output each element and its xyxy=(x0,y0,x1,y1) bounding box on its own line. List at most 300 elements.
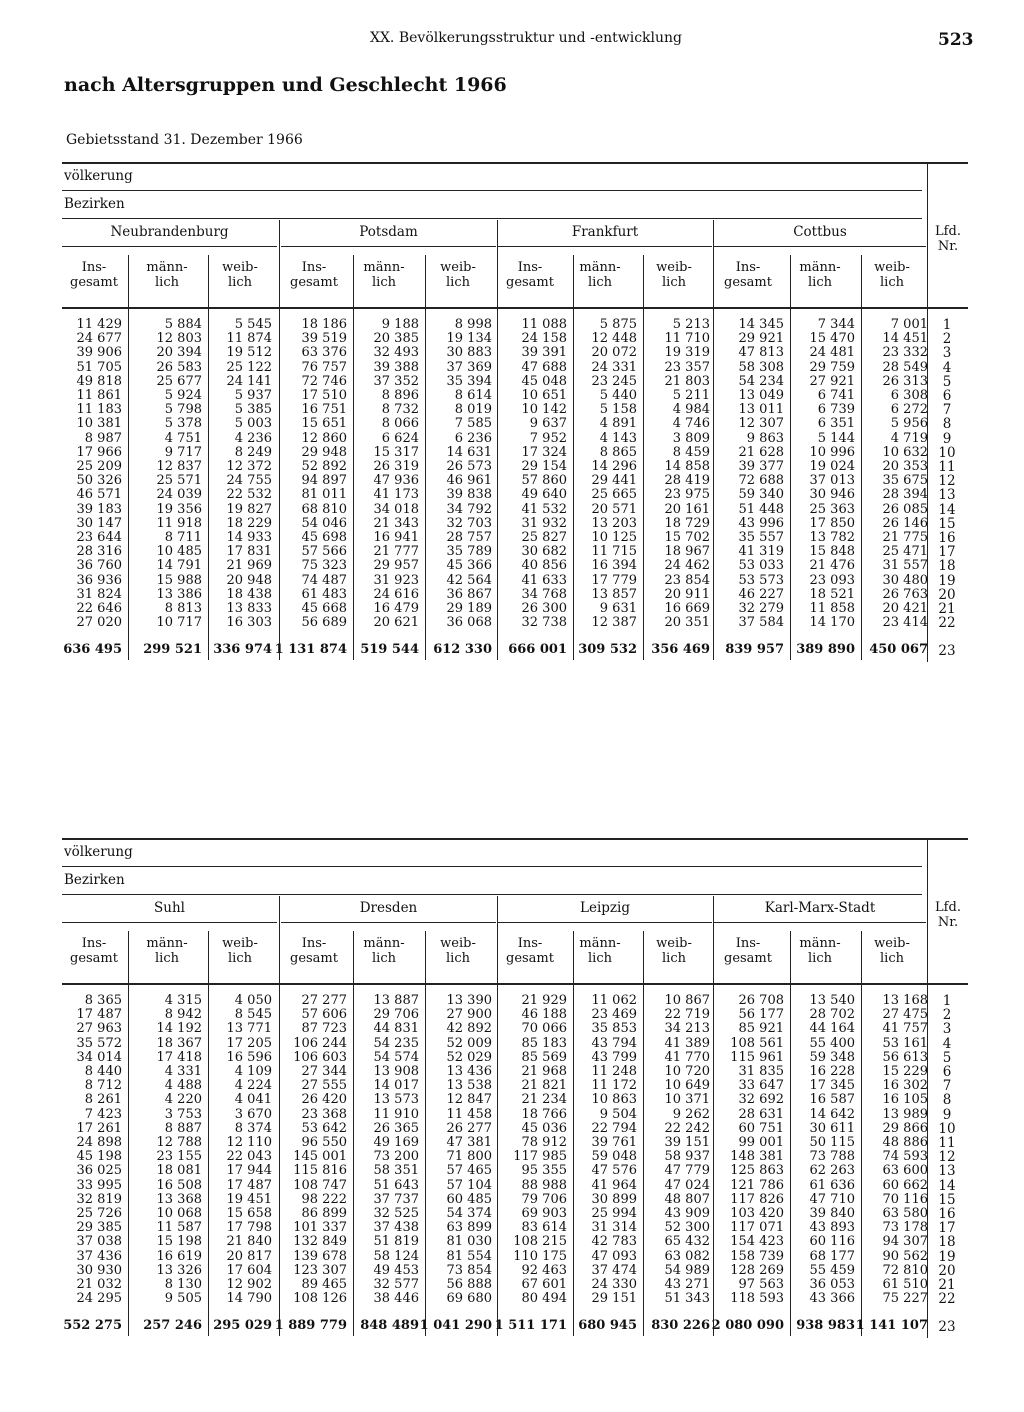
value-cell: 53 642 xyxy=(301,1120,347,1136)
value-cell: 28 316 xyxy=(76,544,122,560)
value-cell: 21 032 xyxy=(76,1277,122,1293)
value-cell: 13 540 xyxy=(809,993,855,1008)
value-cell: 7 423 xyxy=(84,1106,122,1122)
value-cell: 58 124 xyxy=(373,1248,419,1264)
value-cell: 39 391 xyxy=(521,345,567,361)
value-cell: 18 521 xyxy=(809,586,855,602)
value-cell: 46 227 xyxy=(738,586,784,602)
column-header-weiblich: weib- lich xyxy=(222,936,258,966)
value-cell: 17 487 xyxy=(226,1177,272,1193)
value-cell: 63 082 xyxy=(664,1248,710,1264)
value-cell: 55 459 xyxy=(809,1262,855,1278)
value-cell: 24 141 xyxy=(226,373,272,389)
value-cell: 9 717 xyxy=(164,444,202,460)
value-cell: 36 025 xyxy=(76,1163,122,1179)
value-cell: 41 964 xyxy=(591,1177,637,1193)
value-cell: 51 705 xyxy=(76,359,122,375)
value-column-maennlich xyxy=(341,318,419,630)
value-cell: 18 186 xyxy=(301,317,347,332)
value-cell: 37 737 xyxy=(373,1191,419,1207)
column-header-maennlich: männ- lich xyxy=(579,936,621,966)
value-cell: 43 366 xyxy=(809,1291,855,1307)
district-name: Frankfurt xyxy=(571,224,639,240)
value-cell: 13 908 xyxy=(373,1064,419,1080)
value-cell: 145 001 xyxy=(293,1149,347,1165)
value-cell: 10 717 xyxy=(156,615,202,631)
value-cell: 73 854 xyxy=(446,1262,492,1278)
value-cell: 32 819 xyxy=(76,1191,122,1207)
value-cell: 30 611 xyxy=(809,1120,855,1136)
value-cell: 61 483 xyxy=(301,586,347,602)
rule-bev xyxy=(62,866,922,867)
value-cell: 43 271 xyxy=(664,1277,710,1293)
column-header-maennlich: männ- lich xyxy=(363,936,405,966)
value-cell: 60 751 xyxy=(738,1120,784,1136)
value-cell: 21 968 xyxy=(521,1064,567,1080)
total-cell: 612 330 xyxy=(433,642,492,657)
value-cell: 25 363 xyxy=(809,501,855,517)
value-cell: 20 621 xyxy=(373,615,419,631)
value-cell: 16 105 xyxy=(882,1092,928,1108)
value-cell: 12 902 xyxy=(226,1277,272,1293)
value-cell: 11 910 xyxy=(373,1106,419,1122)
value-cell: 67 601 xyxy=(521,1277,567,1293)
value-cell: 8 459 xyxy=(672,444,710,460)
total-cell: 839 957 xyxy=(725,642,784,657)
value-cell: 10 651 xyxy=(521,388,567,404)
value-cell: 10 371 xyxy=(664,1092,710,1108)
value-cell: 59 048 xyxy=(591,1149,637,1165)
value-cell: 5 937 xyxy=(234,388,272,404)
value-cell: 45 698 xyxy=(301,530,347,546)
value-cell: 13 368 xyxy=(156,1191,202,1207)
value-cell: 5 884 xyxy=(164,317,202,332)
total-cell: 389 890 xyxy=(796,642,855,657)
value-cell: 46 571 xyxy=(76,487,122,503)
value-cell: 115 816 xyxy=(293,1163,347,1179)
value-cell: 35 853 xyxy=(591,1021,637,1037)
value-cell: 81 030 xyxy=(446,1234,492,1250)
value-cell: 47 576 xyxy=(591,1163,637,1179)
value-cell: 11 710 xyxy=(664,331,710,347)
total-cell: 1 041 290 xyxy=(419,1318,492,1333)
value-cell: 63 376 xyxy=(301,345,347,361)
value-cell: 13 989 xyxy=(882,1106,928,1122)
value-cell: 28 757 xyxy=(446,530,492,546)
value-cell: 54 234 xyxy=(738,373,784,389)
value-cell: 24 295 xyxy=(76,1291,122,1307)
value-cell: 17 261 xyxy=(76,1120,122,1136)
rule-top xyxy=(62,838,968,840)
value-cell: 117 985 xyxy=(513,1149,567,1165)
value-cell: 56 177 xyxy=(738,1007,784,1023)
value-cell: 41 319 xyxy=(738,544,784,560)
value-cell: 58 351 xyxy=(373,1163,419,1179)
value-cell: 25 471 xyxy=(882,544,928,560)
value-cell: 27 963 xyxy=(76,1021,122,1037)
value-column-insgesamt xyxy=(489,994,567,1306)
value-cell: 49 453 xyxy=(373,1262,419,1278)
value-cell: 6 236 xyxy=(454,430,492,446)
value-cell: 34 018 xyxy=(373,501,419,517)
value-cell: 37 438 xyxy=(373,1220,419,1236)
value-cell: 26 085 xyxy=(882,501,928,517)
value-cell: 42 564 xyxy=(446,572,492,588)
value-cell: 108 747 xyxy=(293,1177,347,1193)
value-cell: 10 142 xyxy=(521,402,567,418)
value-cell: 37 013 xyxy=(809,473,855,489)
value-cell: 14 345 xyxy=(738,317,784,332)
value-cell: 16 508 xyxy=(156,1177,202,1193)
value-cell: 14 192 xyxy=(156,1021,202,1037)
lfd-cell: 15 xyxy=(938,515,956,532)
rule-district xyxy=(714,246,926,247)
value-cell: 110 175 xyxy=(513,1248,567,1264)
total-cell: 938 983 xyxy=(796,1318,855,1333)
value-cell: 20 351 xyxy=(664,615,710,631)
value-cell: 90 562 xyxy=(882,1248,928,1264)
value-cell: 3 670 xyxy=(234,1106,272,1122)
value-cell: 9 637 xyxy=(529,416,567,432)
value-cell: 94 897 xyxy=(301,473,347,489)
column-header-weiblich: weib- lich xyxy=(440,260,476,290)
value-cell: 22 794 xyxy=(591,1120,637,1136)
value-cell: 11 587 xyxy=(156,1220,202,1236)
value-cell: 34 014 xyxy=(76,1049,122,1065)
value-cell: 44 831 xyxy=(373,1021,419,1037)
value-cell: 87 723 xyxy=(301,1021,347,1037)
value-cell: 40 856 xyxy=(521,558,567,574)
value-cell: 63 899 xyxy=(446,1220,492,1236)
column-header-weiblich: weib- lich xyxy=(874,936,910,966)
value-cell: 54 374 xyxy=(446,1206,492,1222)
value-cell: 26 573 xyxy=(446,459,492,475)
value-cell: 17 604 xyxy=(226,1262,272,1278)
value-cell: 6 308 xyxy=(890,388,928,404)
page-title: nach Altersgruppen und Geschlecht 1966 xyxy=(64,74,507,96)
value-cell: 10 863 xyxy=(591,1092,637,1108)
value-cell: 72 810 xyxy=(882,1262,928,1278)
value-cell: 43 909 xyxy=(664,1206,710,1222)
value-cell: 4 041 xyxy=(234,1092,272,1108)
value-column-maennlich xyxy=(341,994,419,1306)
lfd-cell: 16 xyxy=(938,530,956,547)
value-cell: 36 936 xyxy=(76,572,122,588)
value-cell: 33 647 xyxy=(738,1078,784,1094)
value-cell: 5 956 xyxy=(890,416,928,432)
value-cell: 32 493 xyxy=(373,345,419,361)
value-cell: 117 826 xyxy=(730,1191,784,1207)
value-cell: 65 432 xyxy=(664,1234,710,1250)
value-cell: 59 340 xyxy=(738,487,784,503)
value-cell: 47 710 xyxy=(809,1191,855,1207)
value-cell: 19 827 xyxy=(226,501,272,517)
value-cell: 16 669 xyxy=(664,601,710,617)
value-cell: 50 326 xyxy=(76,473,122,489)
lfd-cell: 19 xyxy=(938,572,956,589)
value-cell: 41 532 xyxy=(521,501,567,517)
value-cell: 28 549 xyxy=(882,359,928,375)
value-cell: 17 418 xyxy=(156,1049,202,1065)
value-cell: 16 751 xyxy=(301,402,347,418)
value-cell: 25 827 xyxy=(521,530,567,546)
value-cell: 46 188 xyxy=(521,1007,567,1023)
value-cell: 4 751 xyxy=(164,430,202,446)
value-cell: 20 161 xyxy=(664,501,710,517)
value-cell: 51 819 xyxy=(373,1234,419,1250)
value-cell: 14 451 xyxy=(882,331,928,347)
value-cell: 20 072 xyxy=(591,345,637,361)
value-cell: 8 614 xyxy=(454,388,492,404)
value-column-maennlich xyxy=(124,994,202,1306)
value-cell: 49 818 xyxy=(76,373,122,389)
value-cell: 58 308 xyxy=(738,359,784,375)
value-cell: 9 863 xyxy=(746,430,784,446)
value-cell: 4 220 xyxy=(164,1092,202,1108)
value-cell: 8 261 xyxy=(84,1092,122,1108)
value-cell: 11 088 xyxy=(521,317,567,332)
value-cell: 108 561 xyxy=(730,1035,784,1051)
column-header-insgesamt: Ins- gesamt xyxy=(290,260,338,290)
rule-district xyxy=(281,922,496,923)
value-cell: 48 807 xyxy=(664,1191,710,1207)
value-cell: 27 555 xyxy=(301,1078,347,1094)
value-cell: 22 646 xyxy=(76,601,122,617)
lfd-cell: 11 xyxy=(938,459,956,476)
rule-bev xyxy=(62,190,922,191)
column-header-maennlich: männ- lich xyxy=(799,936,841,966)
value-cell: 12 307 xyxy=(738,416,784,432)
value-cell: 4 719 xyxy=(890,430,928,446)
population-table-lower xyxy=(62,836,968,1341)
value-cell: 39 519 xyxy=(301,331,347,347)
value-cell: 115 961 xyxy=(730,1049,784,1065)
value-cell: 4 984 xyxy=(672,402,710,418)
value-cell: 17 324 xyxy=(521,444,567,460)
value-cell: 29 957 xyxy=(373,558,419,574)
column-header-maennlich: männ- lich xyxy=(363,260,405,290)
value-cell: 81 011 xyxy=(301,487,347,503)
value-cell: 73 200 xyxy=(373,1149,419,1165)
total-cell: 1 889 779 xyxy=(274,1318,347,1333)
value-cell: 14 790 xyxy=(226,1291,272,1307)
total-cell: 257 246 xyxy=(143,1318,202,1333)
value-cell: 23 332 xyxy=(882,345,928,361)
lfd-cell: 21 xyxy=(938,1277,956,1294)
lfd-cell: 22 xyxy=(938,615,956,632)
value-cell: 11 429 xyxy=(76,317,122,332)
value-cell: 18 967 xyxy=(664,544,710,560)
value-cell: 21 803 xyxy=(664,373,710,389)
value-cell: 21 777 xyxy=(373,544,419,560)
value-cell: 15 470 xyxy=(809,331,855,347)
value-cell: 22 719 xyxy=(664,1007,710,1023)
value-cell: 5 875 xyxy=(599,317,637,332)
value-cell: 25 665 xyxy=(591,487,637,503)
value-cell: 10 125 xyxy=(591,530,637,546)
column-header-maennlich: männ- lich xyxy=(146,936,188,966)
value-cell: 74 593 xyxy=(882,1149,928,1165)
value-cell: 9 631 xyxy=(599,601,637,617)
value-cell: 13 887 xyxy=(373,993,419,1008)
value-cell: 61 510 xyxy=(882,1277,928,1293)
value-cell: 63 580 xyxy=(882,1206,928,1222)
value-cell: 35 675 xyxy=(882,473,928,489)
value-cell: 73 178 xyxy=(882,1220,928,1236)
value-cell: 16 394 xyxy=(591,558,637,574)
value-cell: 11 248 xyxy=(591,1064,637,1080)
value-cell: 88 988 xyxy=(521,1177,567,1193)
rule-district xyxy=(62,246,277,247)
value-cell: 8 130 xyxy=(164,1277,202,1293)
value-cell: 36 867 xyxy=(446,586,492,602)
value-cell: 46 961 xyxy=(446,473,492,489)
value-cell: 24 755 xyxy=(226,473,272,489)
value-cell: 56 888 xyxy=(446,1277,492,1293)
value-cell: 28 631 xyxy=(738,1106,784,1122)
lfd-cell: 13 xyxy=(938,1163,956,1180)
value-cell: 26 319 xyxy=(373,459,419,475)
value-cell: 4 143 xyxy=(599,430,637,446)
value-cell: 24 677 xyxy=(76,331,122,347)
value-cell: 12 803 xyxy=(156,331,202,347)
value-cell: 24 039 xyxy=(156,487,202,503)
value-cell: 49 169 xyxy=(373,1135,419,1151)
column-header-maennlich: männ- lich xyxy=(579,260,621,290)
lfd-column xyxy=(932,318,962,630)
value-cell: 15 988 xyxy=(156,572,202,588)
value-cell: 52 009 xyxy=(446,1035,492,1051)
value-cell: 7 952 xyxy=(529,430,567,446)
lfd-cell: 17 xyxy=(938,544,956,561)
value-cell: 15 658 xyxy=(226,1206,272,1222)
value-cell: 96 550 xyxy=(301,1135,347,1151)
value-cell: 27 921 xyxy=(809,373,855,389)
value-cell: 14 642 xyxy=(809,1106,855,1122)
value-column-insgesamt xyxy=(269,994,347,1306)
column-header-lfd: Lfd. Nr. xyxy=(935,224,961,254)
value-cell: 8 896 xyxy=(381,388,419,404)
lfd-total: 23 xyxy=(938,1319,956,1335)
lfd-cell: 4 xyxy=(942,1035,952,1052)
value-cell: 45 048 xyxy=(521,373,567,389)
value-cell: 6 272 xyxy=(890,402,928,418)
value-cell: 75 323 xyxy=(301,558,347,574)
lfd-total: 23 xyxy=(938,643,956,659)
value-cell: 41 389 xyxy=(664,1035,710,1051)
value-cell: 60 485 xyxy=(446,1191,492,1207)
value-cell: 31 557 xyxy=(882,558,928,574)
value-cell: 70 116 xyxy=(882,1191,928,1207)
value-cell: 53 161 xyxy=(882,1035,928,1051)
value-cell: 30 946 xyxy=(809,487,855,503)
value-cell: 103 420 xyxy=(730,1206,784,1222)
value-cell: 108 215 xyxy=(513,1234,567,1250)
value-cell: 56 613 xyxy=(882,1049,928,1065)
total-cell: 552 275 xyxy=(63,1318,122,1333)
value-cell: 12 847 xyxy=(446,1092,492,1108)
total-cell: 299 521 xyxy=(143,642,202,657)
value-cell: 51 643 xyxy=(373,1177,419,1193)
rule-bez xyxy=(62,218,922,219)
value-cell: 10 632 xyxy=(882,444,928,460)
total-cell: 309 532 xyxy=(578,642,637,657)
value-cell: 76 757 xyxy=(301,359,347,375)
value-cell: 36 760 xyxy=(76,558,122,574)
value-cell: 26 583 xyxy=(156,359,202,375)
value-cell: 60 116 xyxy=(809,1234,855,1250)
value-cell: 30 883 xyxy=(446,345,492,361)
value-cell: 11 183 xyxy=(76,402,122,418)
value-cell: 57 104 xyxy=(446,1177,492,1193)
value-cell: 32 577 xyxy=(373,1277,419,1293)
value-cell: 41 770 xyxy=(664,1049,710,1065)
value-cell: 13 771 xyxy=(226,1021,272,1037)
value-cell: 70 066 xyxy=(521,1021,567,1037)
value-cell: 39 183 xyxy=(76,501,122,517)
value-cell: 13 573 xyxy=(373,1092,419,1108)
value-cell: 16 228 xyxy=(809,1064,855,1080)
value-cell: 8 998 xyxy=(454,317,492,332)
value-cell: 23 093 xyxy=(809,572,855,588)
value-cell: 85 569 xyxy=(521,1049,567,1065)
value-cell: 27 900 xyxy=(446,1007,492,1023)
value-cell: 34 792 xyxy=(446,501,492,517)
lfd-cell: 12 xyxy=(938,473,956,490)
value-cell: 13 386 xyxy=(156,586,202,602)
value-cell: 5 440 xyxy=(599,388,637,404)
value-cell: 25 122 xyxy=(226,359,272,375)
value-cell: 20 353 xyxy=(882,459,928,475)
value-cell: 57 606 xyxy=(301,1007,347,1023)
value-cell: 24 462 xyxy=(664,558,710,574)
value-column-maennlich xyxy=(124,318,202,630)
lfd-cell: 6 xyxy=(942,388,952,405)
value-cell: 99 001 xyxy=(738,1135,784,1151)
value-cell: 121 786 xyxy=(730,1177,784,1193)
value-cell: 8 887 xyxy=(164,1120,202,1136)
value-cell: 29 921 xyxy=(738,331,784,347)
value-column-weiblich xyxy=(850,994,928,1306)
value-cell: 32 703 xyxy=(446,515,492,531)
value-cell: 32 692 xyxy=(738,1092,784,1108)
value-cell: 12 387 xyxy=(591,615,637,631)
lfd-cell: 9 xyxy=(942,430,952,447)
value-cell: 19 024 xyxy=(809,459,855,475)
value-cell: 11 715 xyxy=(591,544,637,560)
value-cell: 75 227 xyxy=(882,1291,928,1307)
value-cell: 8 440 xyxy=(84,1064,122,1080)
value-cell: 30 682 xyxy=(521,544,567,560)
value-cell: 25 726 xyxy=(76,1206,122,1222)
value-cell: 5 798 xyxy=(164,402,202,418)
value-cell: 21 929 xyxy=(521,993,567,1008)
value-cell: 37 369 xyxy=(446,359,492,375)
value-cell: 10 068 xyxy=(156,1206,202,1222)
value-cell: 48 886 xyxy=(882,1135,928,1151)
value-cell: 72 688 xyxy=(738,473,784,489)
value-column-insgesamt xyxy=(269,318,347,630)
value-column-weiblich xyxy=(632,994,710,1306)
value-cell: 29 189 xyxy=(446,601,492,617)
value-cell: 21 628 xyxy=(738,444,784,460)
value-cell: 11 062 xyxy=(591,993,637,1008)
district-name: Suhl xyxy=(154,900,185,916)
value-cell: 47 688 xyxy=(521,359,567,375)
population-table-upper xyxy=(62,160,968,665)
value-cell: 16 619 xyxy=(156,1248,202,1264)
value-cell: 8 711 xyxy=(164,530,202,546)
